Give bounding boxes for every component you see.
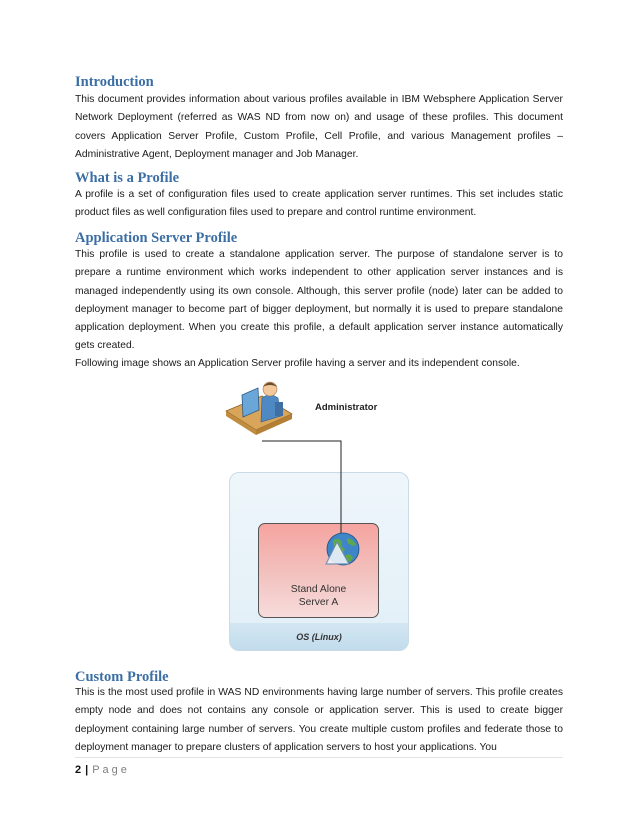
app-server-profile-text: This profile is used to create a standalone application server. The purpose of standalone server is to prepare a runtime environment which works independent to other application server instances and is managed independently using its own console. Although, this server profile (node) later can be added to deployment manager to become part of bigger deployment, but normally it is used to prepare standalone application deployment. When you create this profile, a default application server instance automatically gets created. <box>75 249 563 352</box>
page-number: 2 <box>75 764 82 776</box>
heading-custom-profile: Custom Profile <box>75 669 169 685</box>
server-label: Stand Alone Server A <box>290 584 347 608</box>
heading-what-is-profile: What is a Profile <box>75 170 180 186</box>
heading-introduction: Introduction <box>75 74 154 90</box>
globe-icon <box>326 533 359 565</box>
page-word: Page <box>92 764 130 776</box>
os-label: OS (Linux) <box>296 631 342 642</box>
heading-app-server-profile: Application Server Profile <box>75 230 238 246</box>
connector-line <box>262 441 341 548</box>
administrator-icon <box>226 382 292 435</box>
administrator-label: Administrator <box>315 402 378 413</box>
what-is-profile-text: A profile is a set of configuration files used to create application server runtimes. This set includes static product files as well configuration files used to prepare and control runtime environment. <box>75 189 563 219</box>
introduction-text: This document provides information about various profiles available in IBM Websphere Application Server Network Deployment (referred as WAS ND from now on) and usage of these profiles. This document covers Application Server Profile, Custom Profile, Cell Profile, and various Management profiles – Administrative Agent, Deployment manager and Job Manager. <box>75 94 563 160</box>
custom-profile-text: This is the most used profile in WAS ND environments having large number of servers. This profile creates empty node and does not contains any console or application server. This is used to create bigger deployment containing large number of servers. You create multiple custom profiles and federate those to deployment manager to prepare clusters of application servers to host your applications. You <box>75 687 563 753</box>
footer-separator: | <box>85 764 89 776</box>
app-server-profile-image-intro: Following image shows an Application Server profile having a server and its independent console. <box>75 358 520 369</box>
page-footer <box>75 764 130 776</box>
footer-divider <box>75 757 563 758</box>
